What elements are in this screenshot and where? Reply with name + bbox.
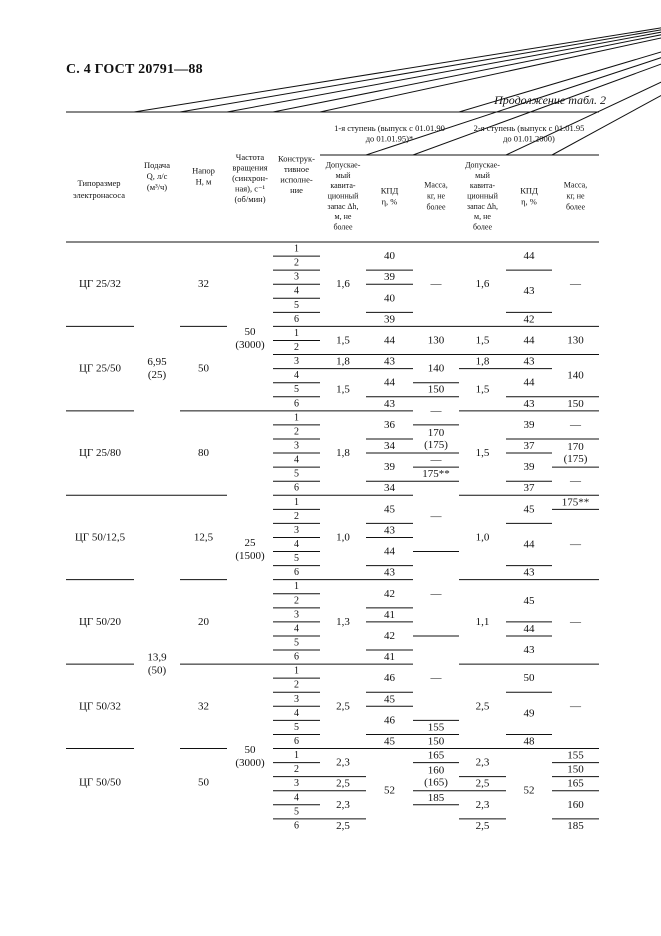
header-npsh: кавита- bbox=[469, 181, 496, 191]
header-head: Н, м bbox=[195, 176, 212, 187]
stage2-npsh: 1,5 bbox=[475, 383, 490, 396]
stage2-mass: 150 bbox=[567, 763, 584, 776]
stage2-eff: 44 bbox=[523, 250, 535, 263]
header-mass: Масса, bbox=[563, 180, 588, 190]
stage1-npsh: 1,6 bbox=[336, 278, 350, 291]
stage2-mass: 155 bbox=[567, 749, 584, 762]
design-number: 6 bbox=[294, 313, 299, 325]
header-mass: кг, не bbox=[566, 191, 585, 201]
stage1-mass: (165) bbox=[424, 776, 448, 789]
stage2-mass: 175** bbox=[561, 496, 590, 509]
stage1-npsh: 1,3 bbox=[336, 615, 350, 628]
design-number: 3 bbox=[294, 271, 299, 283]
stage2-npsh: 1,1 bbox=[475, 615, 490, 628]
stage2-eff: 45 bbox=[523, 503, 535, 516]
stage1-mass: 165 bbox=[427, 749, 445, 762]
header-stage2: до 01.01.2000) bbox=[503, 133, 555, 144]
speed-value: (1500) bbox=[235, 549, 265, 562]
stage1-npsh: 1,8 bbox=[336, 447, 350, 460]
design-number: 4 bbox=[294, 539, 299, 551]
design-number: 5 bbox=[294, 299, 299, 311]
head-value: 80 bbox=[198, 447, 209, 460]
stage2-eff: 44 bbox=[523, 334, 535, 347]
stage1-eff: 46 bbox=[384, 672, 395, 685]
header-npsh: запас Δh, bbox=[466, 201, 499, 211]
header-design: ние bbox=[290, 184, 303, 195]
stage2-eff: 42 bbox=[523, 313, 535, 326]
stage2-eff: 43 bbox=[523, 644, 535, 657]
speed-value: 50 bbox=[244, 325, 256, 338]
stage1-eff: 43 bbox=[384, 566, 395, 579]
design-number: 3 bbox=[294, 524, 299, 536]
design-number: 4 bbox=[294, 454, 299, 466]
head-value: 50 bbox=[198, 776, 209, 789]
stage1-npsh: 2,5 bbox=[336, 700, 350, 713]
header-mass: более bbox=[565, 202, 586, 212]
design-number: 6 bbox=[294, 820, 299, 832]
stage1-eff: 40 bbox=[384, 250, 395, 263]
head-value: 32 bbox=[198, 700, 209, 713]
design-number: 1 bbox=[294, 496, 299, 508]
stage1-eff: 34 bbox=[384, 440, 395, 453]
speed-value: 25 bbox=[244, 536, 256, 549]
stage2-mass: 140 bbox=[567, 369, 584, 382]
stage2-eff: 44 bbox=[523, 538, 535, 551]
header-mass: кг, не bbox=[426, 191, 446, 201]
stage1-mass: 150 bbox=[427, 735, 445, 748]
stage1-eff: 44 bbox=[384, 376, 395, 389]
stage1-eff: 43 bbox=[384, 524, 395, 537]
stage1-npsh: 1,8 bbox=[336, 355, 350, 368]
stage2-npsh: 1,5 bbox=[475, 334, 490, 347]
header-npsh: кавита- bbox=[330, 181, 356, 191]
header-speed: вращения bbox=[232, 162, 268, 173]
stage2-npsh: 1,8 bbox=[475, 355, 490, 368]
stage1-npsh: 2,3 bbox=[336, 798, 350, 811]
header-npsh: м, не bbox=[474, 212, 491, 222]
stage1-mass: — bbox=[430, 404, 442, 417]
design-number: 3 bbox=[294, 609, 299, 621]
design-number: 1 bbox=[294, 581, 299, 593]
stage1-eff: 41 bbox=[384, 608, 395, 621]
stage2-mass: 130 bbox=[567, 334, 584, 347]
header-speed: ная), с⁻¹ bbox=[234, 183, 266, 194]
header-type: Типоразмер bbox=[77, 178, 121, 188]
stage1-eff: 45 bbox=[384, 693, 395, 706]
header-design: Конструк- bbox=[278, 153, 315, 164]
header-npsh: Допускае- bbox=[465, 160, 500, 170]
pump-type: ЦГ 50/20 bbox=[78, 615, 122, 628]
stage2-eff: 39 bbox=[523, 418, 535, 431]
header-stage1: 1-я ступень (выпуск с 01.01.90 bbox=[334, 122, 445, 133]
design-number: 3 bbox=[294, 693, 299, 705]
stage1-mass: 175** bbox=[422, 468, 450, 481]
stage1-eff: 41 bbox=[384, 651, 395, 664]
stage1-mass: — bbox=[430, 672, 442, 685]
design-number: 2 bbox=[294, 510, 299, 522]
design-number: 6 bbox=[294, 482, 299, 494]
stage1-eff: 34 bbox=[384, 482, 395, 495]
stage1-npsh: 2,5 bbox=[336, 819, 350, 832]
design-number: 2 bbox=[294, 257, 299, 269]
undefined bbox=[320, 0, 661, 112]
header-eff: КПД bbox=[380, 185, 399, 196]
stage1-npsh: 1,5 bbox=[336, 383, 350, 396]
undefined bbox=[459, 0, 661, 112]
stage1-eff: 39 bbox=[384, 271, 395, 284]
stage2-eff: 43 bbox=[523, 397, 535, 410]
header-eff: η, % bbox=[521, 196, 537, 207]
header-stage1: до 01.01.95)* bbox=[365, 133, 414, 144]
stage1-eff: 39 bbox=[384, 461, 395, 474]
stage2-eff: 37 bbox=[523, 482, 535, 495]
undefined bbox=[227, 0, 661, 112]
design-number: 1 bbox=[294, 665, 299, 677]
stage1-eff: 44 bbox=[384, 334, 395, 347]
stage2-mass: — bbox=[570, 700, 581, 713]
stage2-eff: 52 bbox=[523, 784, 535, 797]
2.2 bbox=[273, 0, 661, 112]
stage1-mass: (175) bbox=[424, 438, 448, 451]
stage2-mass: 150 bbox=[567, 397, 584, 410]
header-npsh: Допускае- bbox=[325, 160, 361, 170]
design-number: 5 bbox=[294, 806, 299, 818]
design-number: 3 bbox=[294, 440, 299, 452]
header-npsh: ционный bbox=[467, 191, 498, 201]
header-npsh: запас Δh, bbox=[327, 201, 359, 211]
design-number: 2 bbox=[294, 764, 299, 776]
stage1-eff: 43 bbox=[384, 355, 395, 368]
table-caption: Продолжение табл. 2 bbox=[494, 93, 606, 107]
design-number: 1 bbox=[294, 412, 299, 424]
stage2-npsh: 2,5 bbox=[475, 777, 490, 790]
design-number: 4 bbox=[294, 707, 299, 719]
stage2-eff: 43 bbox=[523, 285, 535, 298]
flow-value: 6,95 bbox=[147, 356, 167, 369]
stage2-mass: (175) bbox=[563, 453, 588, 466]
stage1-mass: 185 bbox=[427, 791, 445, 804]
stage2-npsh: 2,5 bbox=[475, 700, 490, 713]
head-value: 12,5 bbox=[193, 531, 214, 544]
stage1-eff: 36 bbox=[384, 418, 395, 431]
header-npsh: мый bbox=[475, 170, 490, 180]
header-stage2: 2-я ступень (выпуск с 01.01.95 bbox=[473, 122, 585, 133]
stage1-eff: 40 bbox=[384, 292, 395, 305]
stage1-npsh: 1,0 bbox=[336, 531, 350, 544]
design-number: 4 bbox=[294, 370, 299, 382]
stage1-eff: 39 bbox=[384, 313, 395, 326]
head-value: 20 bbox=[198, 615, 209, 628]
stage1-eff: 44 bbox=[384, 545, 395, 558]
design-number: 2 bbox=[294, 426, 299, 438]
stage2-eff: 49 bbox=[523, 707, 535, 720]
stage1-mass: — bbox=[430, 587, 442, 600]
stage2-eff: 43 bbox=[523, 566, 535, 579]
header-eff: η, % bbox=[381, 196, 398, 207]
header-speed: (синхрон- bbox=[232, 173, 268, 183]
stage2-mass: — bbox=[570, 615, 581, 628]
design-number: 4 bbox=[294, 285, 299, 297]
pump-type: ЦГ 50/50 bbox=[78, 776, 122, 789]
design-number: 4 bbox=[294, 792, 299, 804]
header-design: исполне- bbox=[280, 174, 313, 185]
stage1-mass: 155 bbox=[427, 721, 445, 734]
design-number: 6 bbox=[294, 651, 299, 663]
stage2-mass: 165 bbox=[567, 777, 584, 790]
stage1-npsh: 1,5 bbox=[336, 334, 350, 347]
header-npsh: мый bbox=[335, 170, 351, 180]
stage1-mass: 130 bbox=[427, 334, 445, 347]
stage2-mass: — bbox=[570, 475, 581, 488]
stage2-eff: 50 bbox=[523, 672, 535, 685]
header-design: тивное bbox=[284, 163, 309, 174]
2.2 bbox=[180, 0, 661, 112]
design-number: 5 bbox=[294, 468, 299, 480]
stage1-mass: — bbox=[430, 454, 442, 467]
design-number: 3 bbox=[294, 778, 299, 790]
header-npsh: м, не bbox=[334, 212, 352, 222]
head-value: 50 bbox=[198, 362, 209, 375]
flow-value: 13,9 bbox=[147, 651, 167, 664]
stage1-npsh: 2,3 bbox=[336, 756, 350, 769]
stage1-eff: 45 bbox=[384, 503, 395, 516]
design-number: 5 bbox=[294, 384, 299, 396]
stage1-eff: 42 bbox=[384, 629, 395, 642]
design-number: 2 bbox=[294, 679, 299, 691]
header-head: Напор bbox=[192, 165, 215, 176]
flow-value: (25) bbox=[147, 369, 167, 382]
stage1-mass: 170 bbox=[427, 426, 445, 439]
pump-type: ЦГ 50/32 bbox=[78, 700, 122, 713]
stage1-eff: 45 bbox=[384, 735, 395, 748]
header-npsh: более bbox=[472, 222, 493, 232]
stage2-npsh: 1,5 bbox=[475, 447, 490, 460]
stage1-eff: 46 bbox=[384, 714, 395, 727]
stage2-mass: 170 bbox=[567, 441, 584, 454]
stage2-mass: — bbox=[570, 538, 581, 551]
header-speed: (об/мин) bbox=[234, 194, 266, 204]
speed-value: (3000) bbox=[235, 338, 265, 351]
header-npsh: ционный bbox=[327, 191, 359, 201]
design-number: 1 bbox=[294, 750, 299, 762]
design-number: 1 bbox=[294, 243, 299, 255]
design-number: 3 bbox=[294, 356, 299, 368]
head-value: 32 bbox=[198, 278, 209, 291]
stage1-eff: 42 bbox=[384, 587, 395, 600]
header-eff: КПД bbox=[520, 185, 538, 196]
stage1-mass: — bbox=[430, 278, 442, 291]
stage2-mass: — bbox=[570, 418, 581, 431]
design-number: 6 bbox=[294, 735, 299, 747]
stage2-eff: 37 bbox=[523, 440, 535, 453]
design-number: 5 bbox=[294, 721, 299, 733]
pump-type: ЦГ 25/80 bbox=[78, 447, 122, 460]
stage1-eff: 43 bbox=[384, 397, 395, 410]
stage1-npsh: 2,5 bbox=[336, 777, 350, 790]
stage2-mass: — bbox=[570, 278, 581, 291]
stage2-eff: 44 bbox=[523, 376, 535, 389]
pump-type: ЦГ 25/50 bbox=[78, 362, 122, 375]
design-number: 1 bbox=[294, 327, 299, 339]
stage2-npsh: 2,3 bbox=[475, 798, 490, 811]
header-flow: (м³/ч) bbox=[146, 182, 168, 192]
design-number: 6 bbox=[294, 398, 299, 410]
stage1-mass: 140 bbox=[427, 362, 445, 375]
design-number: 2 bbox=[294, 342, 299, 354]
header-mass: Масса, bbox=[424, 180, 448, 190]
header-flow: Подача bbox=[144, 160, 170, 170]
speed-value: 50 bbox=[244, 744, 256, 757]
pump-type: ЦГ 50/12,5 bbox=[74, 531, 126, 544]
stage1-eff: 52 bbox=[384, 784, 395, 797]
stage1-mass: 150 bbox=[427, 383, 445, 396]
design-number: 5 bbox=[294, 553, 299, 565]
speed-value: (3000) bbox=[235, 757, 265, 770]
stage2-eff: 39 bbox=[523, 461, 535, 474]
design-number: 5 bbox=[294, 637, 299, 649]
stage1-mass: 160 bbox=[427, 764, 445, 777]
stage2-npsh: 2,5 bbox=[475, 819, 490, 832]
design-number: 6 bbox=[294, 567, 299, 579]
pump-type: ЦГ 25/32 bbox=[78, 278, 122, 291]
stage2-mass: 160 bbox=[567, 798, 584, 811]
design-number: 4 bbox=[294, 623, 299, 635]
stage2-eff: 44 bbox=[523, 622, 535, 635]
stage2-npsh: 1,6 bbox=[475, 278, 490, 291]
flow-value: (50) bbox=[147, 664, 167, 677]
design-number: 2 bbox=[294, 595, 299, 607]
stage1-mass: — bbox=[430, 510, 442, 523]
header-speed: Частота bbox=[235, 152, 265, 162]
page-title: С. 4 ГОСТ 20791—88 bbox=[66, 62, 203, 77]
stage2-eff: 45 bbox=[523, 594, 535, 607]
stage2-npsh: 1,0 bbox=[475, 531, 490, 544]
stage2-mass: 185 bbox=[567, 819, 584, 832]
header-mass: более bbox=[426, 202, 446, 212]
header-type: электронасоса bbox=[72, 190, 126, 200]
stage2-eff: 48 bbox=[523, 735, 535, 748]
stage2-eff: 43 bbox=[523, 355, 535, 368]
stage2-npsh: 2,3 bbox=[475, 756, 490, 769]
header-npsh: более bbox=[333, 222, 353, 232]
header-flow: Q, л/с bbox=[146, 171, 168, 181]
